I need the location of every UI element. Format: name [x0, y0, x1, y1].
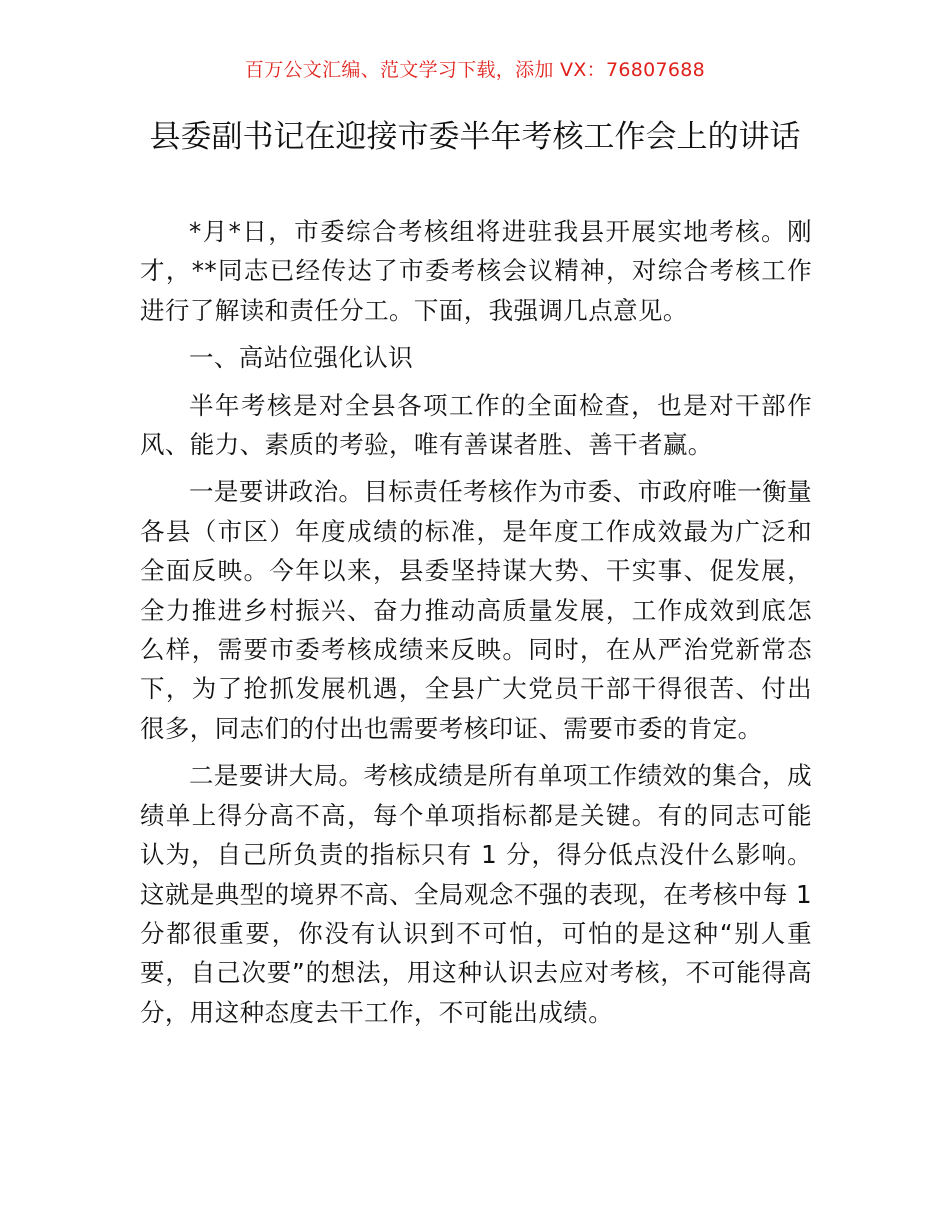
section-heading-1: 一、高站位强化认识 [189, 343, 414, 373]
document-body [140, 212, 812, 1040]
point-2-paragraph: 二是要讲大局。考核成绩是所有单项工作绩效的集合，成绩单上得分高不高，每个单项指标都是关键。有的同志可能认为，自己所负责的指标只有 1 分，得分低点没什么影响。这就是典型的境界不高、全局观念不强的表现，在考核中每 1 分都很重要，你没有认识到不可怕，可怕的是这种“别人重要，自己次要”的想法，用这种认识去应对考核，不可能得高分，用这种态度去干工作，不可能出成绩。 [140, 761, 812, 1027]
point-1-paragraph: 一是要讲政治。目标责任考核作为市委、市政府唯一衡量各县（市区）年度成绩的标准，是年度工作成效最为广泛和全面反映。今年以来，县委坚持谋大势、干实事、促发展，全力推进乡村振兴、奋力推动高质量发展，工作成效到底怎么样，需要市委考核成绩来反映。同时，在从严治党新常态下，为了抢抓发展机遇，全县广大党员干部干得很苦、付出很多，同志们的付出也需要考核印证、需要市委的肯定。 [140, 477, 812, 743]
intro-paragraph: *月*日，市委综合考核组将进驻我县开展实地考核。刚才，**同志已经传达了市委考核会议精神，对综合考核工作进行了解读和责任分工。下面，我强调几点意见。 [140, 217, 812, 325]
section-1-paragraph: 半年考核是对全县各项工作的全面检查，也是对干部作风、能力、素质的考验，唯有善谋者胜、善干者赢。 [140, 390, 812, 460]
document-title: 县委副书记在迎接市委半年考核工作会上的讲话 [149, 119, 801, 155]
header-promo-note: 百万公文汇编、范文学习下载，添加 VX：76807688 [244, 59, 706, 81]
